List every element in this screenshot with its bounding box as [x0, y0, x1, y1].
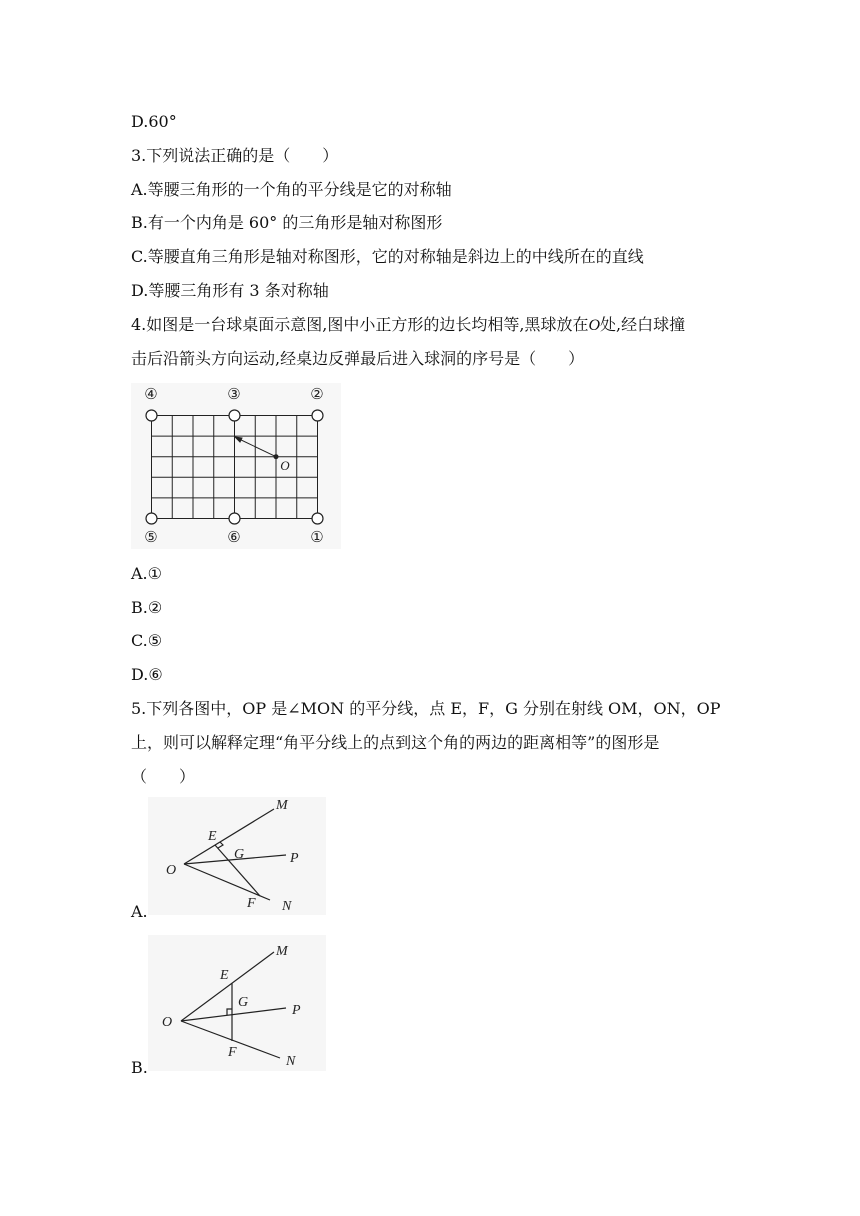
ball-o	[274, 455, 278, 459]
pocket-label-4: ④	[144, 387, 158, 403]
q5-figure-b	[148, 935, 326, 1071]
q5-stem-line1: 5.下列各图中，OP 是∠MON 的平分线，点 E，F，G 分别在射线 OM，ON，OP	[131, 699, 721, 718]
label-g: G	[234, 847, 245, 862]
pocket-label-2: ②	[310, 387, 324, 403]
label-n: N	[286, 1054, 296, 1069]
q5-figure-a-caption: A.	[131, 902, 148, 921]
q2-option-d: D.60°	[131, 112, 177, 131]
q4-option-d: D.⑥	[131, 665, 163, 684]
pocket-label-1: ①	[310, 530, 324, 546]
pocket-label-5: ⑤	[144, 530, 158, 546]
label-f: F	[247, 896, 256, 911]
label-n: N	[282, 899, 292, 914]
q4-stem-post: 处,经白球撞	[600, 315, 686, 334]
label-e: E	[220, 968, 229, 983]
q4-stem-pre: 4.如图是一台球桌面示意图,图中小正方形的边长均相等,黑球放在	[131, 315, 589, 334]
q4-option-c: C.⑤	[131, 631, 163, 650]
q5-stem-line3: （ ）	[131, 767, 196, 786]
pocket-top-middle	[229, 410, 240, 421]
q5-figure-b-caption: B.	[131, 1058, 148, 1077]
label-o: O	[162, 1015, 173, 1030]
pocket-bottom-middle	[229, 513, 240, 524]
label-e: E	[208, 829, 217, 844]
label-o: O	[166, 863, 177, 878]
label-m: M	[276, 798, 288, 813]
q4-option-a: A.①	[131, 564, 162, 583]
q3-stem: 3.下列说法正确的是（ ）	[131, 146, 339, 165]
q5-figure-a	[148, 797, 326, 915]
label-f: F	[228, 1045, 237, 1060]
q4-option-b: B.②	[131, 598, 163, 617]
q4-stem-line1	[131, 315, 685, 336]
pocket-top-left	[146, 410, 157, 421]
ball-label-o: O	[280, 458, 290, 473]
label-m: M	[276, 944, 288, 959]
label-g: G	[238, 995, 249, 1010]
pocket-label-3: ③	[227, 387, 241, 403]
label-p: P	[290, 851, 299, 866]
q3-option-b: B.有一个内角是 60° 的三角形是轴对称图形	[131, 213, 443, 232]
pocket-bottom-right	[312, 513, 323, 524]
q5-stem-line2: 上，则可以解释定理“角平分线上的点到这个角的两边的距离相等”的图形是	[131, 733, 660, 752]
pocket-top-right	[312, 410, 323, 421]
q3-option-a: A.等腰三角形的一个角的平分线是它的对称轴	[131, 180, 452, 199]
label-p: P	[292, 1003, 301, 1018]
q3-option-d: D.等腰三角形有 3 条对称轴	[131, 281, 329, 300]
pocket-label-6: ⑥	[227, 530, 241, 546]
pool-table-figure	[131, 383, 341, 549]
q4-stem-line2: 击后沿箭头方向运动,经桌边反弹最后进入球洞的序号是（ ）	[131, 349, 585, 368]
pocket-bottom-left	[146, 513, 157, 524]
q3-option-c: C.等腰直角三角形是轴对称图形，它的对称轴是斜边上的中线所在的直线	[131, 247, 644, 266]
q4-stem-var: O	[588, 317, 601, 334]
